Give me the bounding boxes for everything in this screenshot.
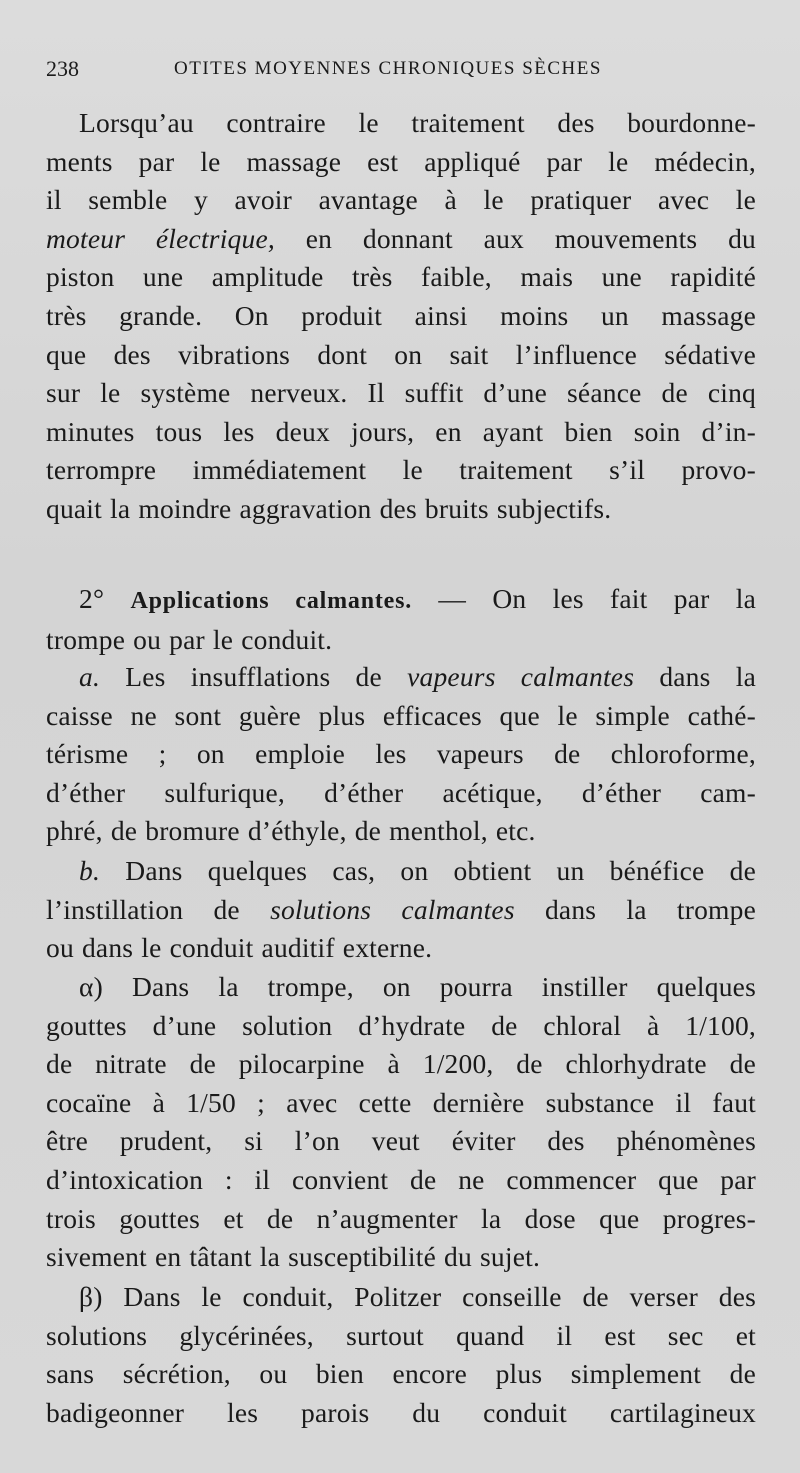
page-header [46, 56, 750, 90]
text-line: trompe ou par le conduit. [46, 623, 333, 655]
text-line: être prudent, si l’on veut éviter des phénomènes [46, 1125, 756, 1157]
text-line: très grande. On produit ainsi moins un massage [46, 299, 756, 331]
running-title: OTITES MOYENNES CHRONIQUES SÈCHES [174, 58, 602, 79]
paragraph-beta [46, 1278, 756, 1432]
section-applications-calmantes [46, 580, 756, 659]
text-line [46, 891, 756, 930]
text-line: sans sécrétion, ou bien encore plus simplement de [46, 1358, 756, 1390]
text-line: d’éther sulfurique, d’éther acétique, d’éther cam- [46, 776, 756, 808]
text-line: térisme ; on emploie les vapeurs de chloroforme, [46, 738, 756, 770]
item-label-b: b. [79, 855, 101, 886]
page-number: 238 [46, 56, 79, 81]
text-line: sur le système nerveux. Il suffit d’une séance de cinq [46, 377, 756, 409]
text-span: Les insufflations de [100, 661, 408, 692]
text-span: dans la [634, 661, 756, 692]
text-span: en donnant aux mouvements du [274, 222, 756, 254]
paragraph-massage [46, 104, 756, 529]
text-line: d’intoxication : il convient de ne commencer que par [46, 1163, 756, 1195]
text-line: terrompre immédiatement le traitement s’il provo- [46, 454, 756, 486]
text-line: ou dans le conduit auditif externe. [46, 932, 433, 964]
italic-term: vapeurs calmantes [407, 661, 635, 692]
paragraph-b [46, 852, 756, 968]
text-span: — On les fait par la [412, 583, 756, 614]
italic-term: moteur électrique, [46, 222, 275, 254]
section-number: 2° [79, 583, 105, 614]
text-line: solutions glycérinées, surtout quand il est sec et [46, 1319, 756, 1351]
text-line: β) Dans le conduit, Politzer conseille de verser des [79, 1281, 756, 1312]
text-line: Lorsqu’au contraire le traitement des bourdonne- [79, 107, 756, 138]
text-line: caisse ne sont guère plus efficaces que le simple cathé- [46, 699, 756, 731]
text-span: dans la trompe [514, 893, 756, 925]
text-span: l’instillation de [46, 893, 271, 925]
text-line: cocaïne à 1/50 ; avec cette dernière substance il faut [46, 1086, 756, 1118]
text-line: piston une amplitude très faible, mais une rapidité [46, 261, 756, 293]
paragraph-alpha [46, 968, 756, 1277]
text-line: il semble y avoir avantage à le pratiquer avec le [46, 184, 756, 216]
section-title: Applications calmantes. [130, 588, 413, 614]
text-line [46, 852, 756, 891]
text-line: ments par le massage est appliqué par le médecin, [46, 145, 756, 177]
text-line: que des vibrations dont on sait l’influence sédative [46, 338, 756, 370]
text-line [46, 658, 756, 697]
italic-term: solutions calmantes [270, 893, 515, 925]
text-line: gouttes d’une solution d’hydrate de chloral à 1/100, [46, 1009, 756, 1041]
text-line: quait la moindre aggravation des bruits subjectifs. [46, 492, 612, 524]
text-line: α) Dans la trompe, on pourra instiller quelques [79, 971, 756, 1002]
text-line: trois gouttes et de n’augmenter la dose que progres- [46, 1202, 756, 1234]
text-line: de nitrate de pilocarpine à 1/200, de chlorhydrate de [46, 1048, 756, 1080]
paragraph-a [46, 658, 756, 851]
text-line [46, 220, 756, 259]
text-span: Dans quelques cas, on obtient un bénéfice de [100, 855, 756, 886]
text-line: minutes tous les deux jours, en ayant bien soin d’in- [46, 415, 756, 447]
text-line: sivement en tâtant la susceptibilité du sujet. [46, 1241, 541, 1273]
text-line: badigeonner les parois du conduit cartilagineux [46, 1396, 756, 1428]
text-line: phré, de bromure d’éthyle, de menthol, etc. [46, 815, 536, 847]
section-heading-line [46, 580, 756, 621]
item-label-a: a. [79, 661, 101, 692]
